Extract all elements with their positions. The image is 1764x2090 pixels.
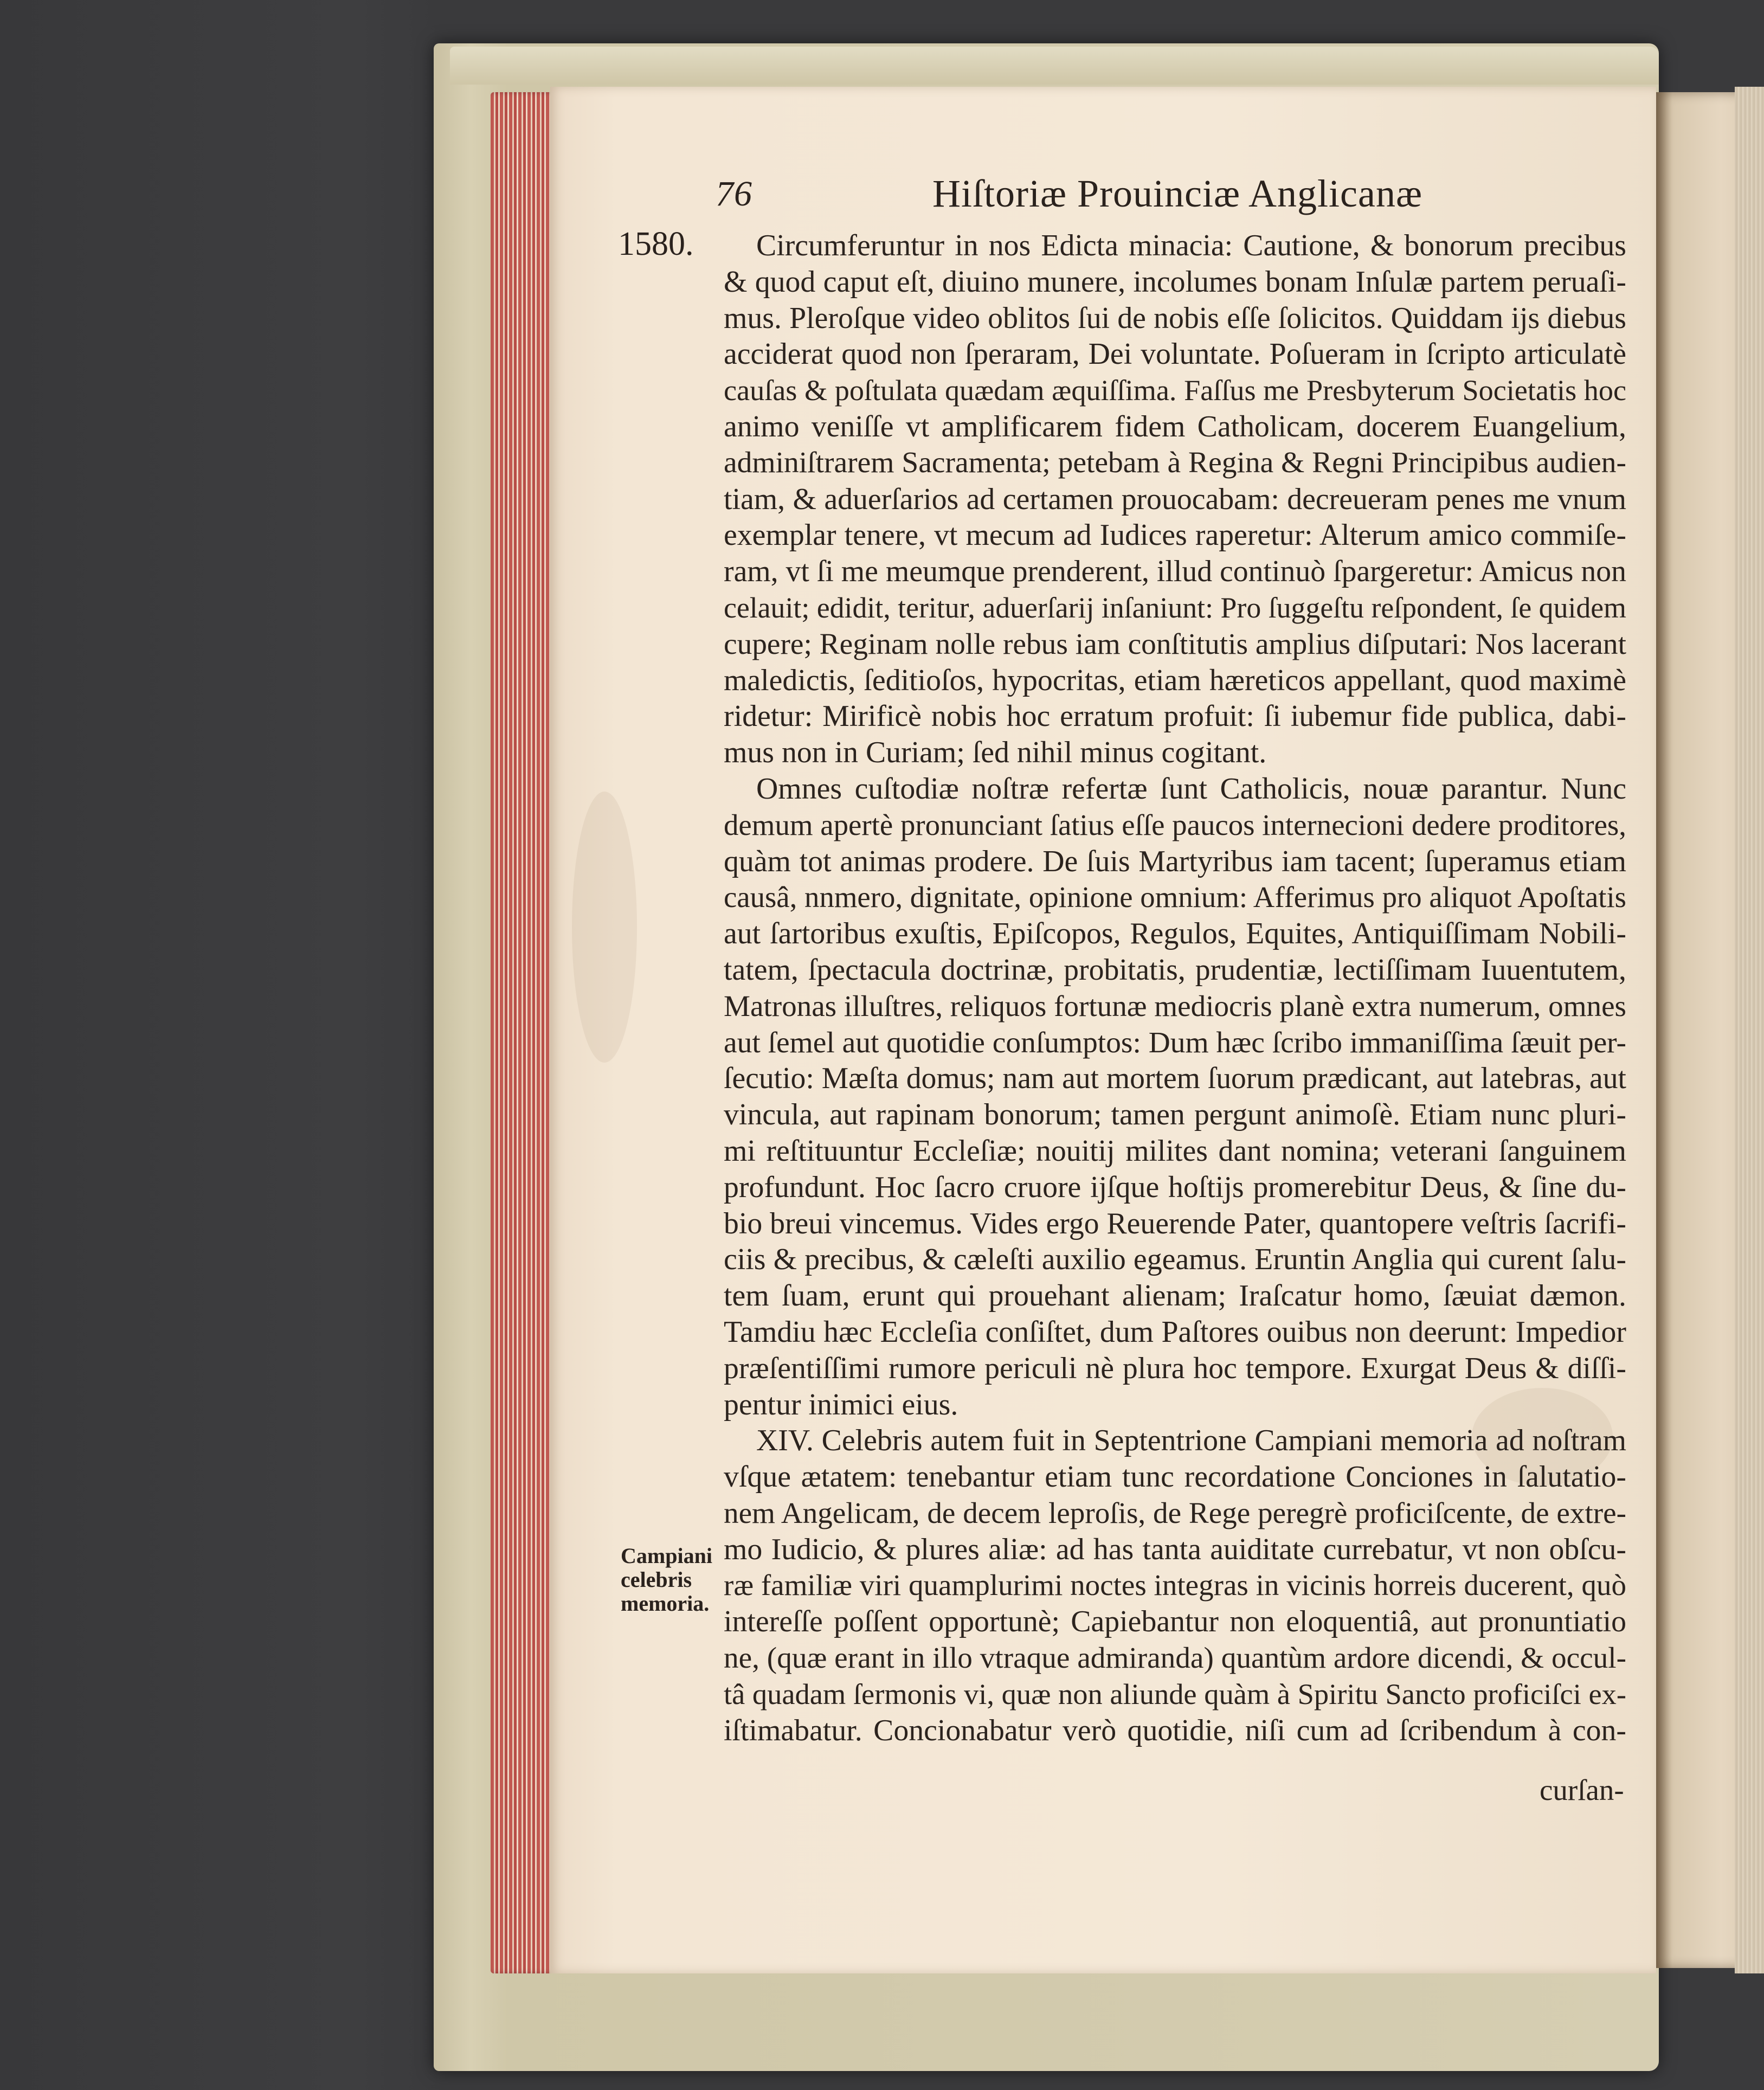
text-line: XIV. Celebris autem fuit in Septentrione Campiani memoria ad noſtram: [756, 1424, 1626, 1458]
body-text: [724, 228, 1626, 1748]
text-line: ræ familiæ viri quamplurimi noctes integras in vicinis horreis ducerent, quò: [724, 1568, 1626, 1602]
text-line: Circumferuntur in nos Edicta minacia: Cautione, & bonorum precibus: [756, 229, 1626, 262]
page-title: Hiſtoriæ Prouinciæ Anglicanæ: [932, 172, 1422, 215]
text-line: adminiſtrarem Sacramenta; petebam à Regina & Regni Principibus audien-: [724, 446, 1626, 479]
text-line: vincula, aut rapinam bonorum; tamen pergunt animoſè. Etiam nunc pluri-: [724, 1098, 1626, 1132]
marginal-note-line: memoria.: [621, 1591, 710, 1616]
text-line: cauſas & poſtulata quædam æquiſſima. Faſſus me Presbyterum Societatis hoc: [724, 374, 1626, 407]
running-head: [716, 163, 1605, 222]
text-line: mi reſtituuntur Eccleſiæ; nouitij milites dant nomina; veterani ſanguinem: [724, 1134, 1626, 1168]
page-number: 76: [716, 174, 752, 214]
text-line: mus. Pleroſque video oblitos ſui de nobis eſſe ſolicitos. Quiddam ijs diebus: [724, 301, 1626, 335]
text-line: Omnes cuſtodiæ noſtræ refertæ ſunt Catholicis, nouæ parantur. Nunc: [756, 771, 1626, 806]
text-line: præſentiſſimi rumore periculi nè plura hoc tempore. Exurgat Deus & diſſi-: [724, 1351, 1626, 1385]
text-line: cupere; Reginam nolle rebus iam conſtitutis amplius diſputari: Nos lacerant: [724, 627, 1626, 660]
text-line: acciderat quod non ſperaram, Dei voluntate. Poſueram in ſcripto articulatè: [724, 337, 1626, 371]
text-line: maledictis, ſeditioſos, hypocritas, etiam hæreticos appellant, quod maximè: [724, 663, 1626, 697]
text-line: profundunt. Hoc ſacro cruore ijſque hoſtijs promerebitur Deus, & ſine du-: [724, 1170, 1626, 1204]
text-line: mo Iudicio, & plures aliæ: ad has tanta auiditate currebatur, vt non obſcu-: [724, 1532, 1626, 1566]
text-line: ſecutio: Mæſta domus; nam aut mortem ſuorum prædicant, aut latebras, aut: [724, 1062, 1626, 1096]
text-line: animo veniſſe vt amplificarem fidem Catholicam, docerem Euangelium,: [724, 409, 1626, 443]
red-page-edges: [491, 92, 556, 1973]
text-line: iſtimabatur. Concionabatur verò quotidie, niſi cum ad ſcribendum à con-: [724, 1713, 1626, 1747]
margin-year: 1580.: [618, 226, 694, 262]
catchword: curſan-: [1540, 1773, 1624, 1806]
text-line: Matronas illuſtres, reliquos fortunæ mediocris planè extra numerum, omnes: [724, 989, 1626, 1023]
text-line: intereſſe poſſent opportunè; Capiebantur non eloquentiâ, aut pronuntiatio: [724, 1605, 1626, 1639]
text-line: mus non in Curiam; ſed nihil minus cogitant.: [724, 736, 1267, 770]
text-line: tatem, ſpectacula doctrinæ, probitatis, prudentiæ, lectiſſimam Iuuentutem,: [724, 953, 1626, 987]
text-line: tem ſuam, erunt qui prouehant alienam; Iraſcatur homo, ſæuiat dæmon.: [724, 1279, 1626, 1313]
text-line: ciis & precibus, & cæleſti auxilio egeamus. Eruntin Anglia qui curent ſalu-: [724, 1243, 1626, 1277]
text-line: causâ, nnmero, dignitate, opinione omnium: Afferimus pro aliquot Apoſtatis: [724, 880, 1626, 914]
page-stain: [572, 792, 637, 1063]
text-line: celauit; edidit, teritur, aduerſarij inſaniunt: Pro ſuggeſtu reſpondent, ſe quidem: [724, 591, 1626, 624]
facing-page-edge: [1735, 87, 1764, 1973]
text-line: aut ſartoribus exuſtis, Epiſcopos, Regulos, Equites, Antiquiſſimam Nobili-: [724, 917, 1626, 951]
text-line: ram, vt ſi me meumque prenderent, illud continuò ſpargeretur: Amicus non: [724, 555, 1626, 589]
text-line: Tamdiu hæc Eccleſia conſiſtet, dum Paſtores ouibus non deerunt: Impedior: [724, 1315, 1626, 1349]
text-line: bio breui vincemus. Vides ergo Reuerende Pater, quantopere veſtris ſacrifi-: [724, 1206, 1626, 1240]
text-line: ne, (quæ erant in illo vtraque admiranda) quantùm ardore dicendi, & occul-: [724, 1641, 1626, 1675]
text-line: vſque ætatem: tenebantur etiam tunc recordatione Conciones in ſalutatio-: [724, 1460, 1626, 1494]
marginal-note-line: Campiani: [621, 1544, 712, 1568]
marginal-note: [621, 1544, 718, 1616]
text-line: tiam, & aduerſarios ad certamen prouocabam: decreueram penes me vnum: [724, 482, 1626, 516]
book-top-edge: [450, 47, 1659, 85]
text-line: exemplar tenere, vt mecum ad Iudices raperetur: Alterum amico commiſe-: [724, 518, 1626, 552]
text-line: quàm tot animas prodere. De ſuis Martyribus iam tacent; ſuperamus etiam: [724, 844, 1626, 878]
text-line: nem Angelicam, de decem leproſis, de Rege peregrè proficiſcente, de extre-: [724, 1496, 1626, 1529]
text-line: ridetur: Mirificè nobis hoc erratum profuit: ſi iubemur fide publica, dabi-: [724, 699, 1626, 734]
text-line: pentur inimici eius.: [724, 1387, 958, 1422]
text-line: aut ſemel aut quotidie conſumptos: Dum hæc ſcribo immaniſſima ſæuit per-: [724, 1025, 1626, 1059]
text-line: demum apertè pronunciant ſatius eſſe paucos internecioni dedere proditores,: [724, 808, 1626, 841]
text-line: & quod caput eſt, diuino munere, incolumes bonam Inſulæ partem peruaſi-: [724, 265, 1626, 299]
text-line: tâ quadam ſermonis vi, quæ non aliunde quàm à Spiritu Sancto proficiſci ex-: [724, 1677, 1626, 1710]
marginal-note-line: celebris: [621, 1567, 692, 1592]
